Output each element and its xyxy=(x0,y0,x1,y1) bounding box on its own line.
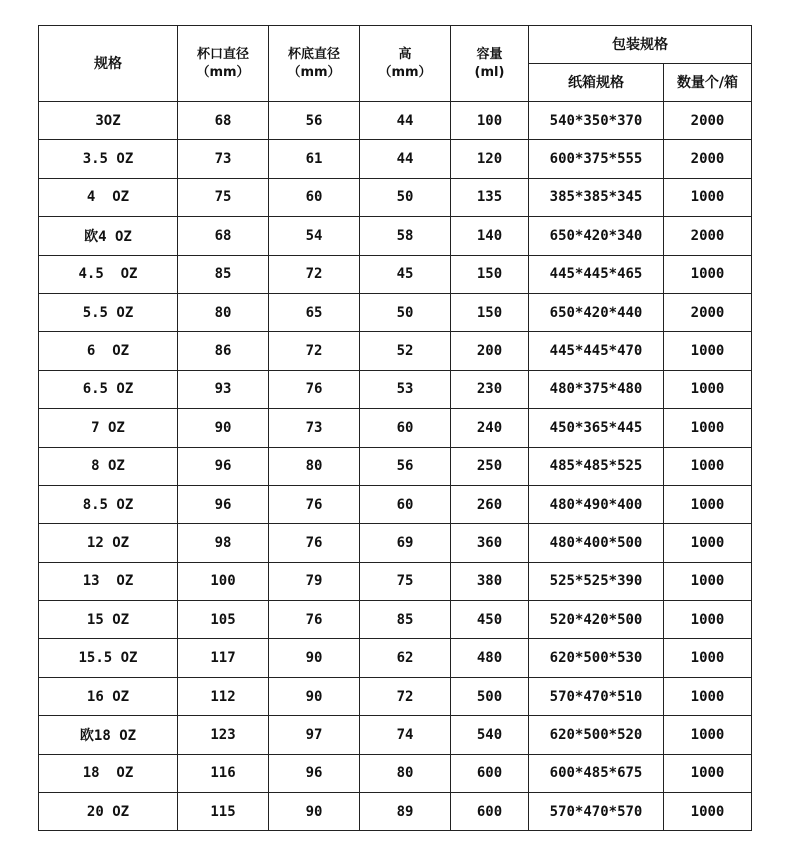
cell-spec: 5.5 OZ xyxy=(39,293,178,331)
header-height-label: 高 xyxy=(398,46,412,62)
table-row xyxy=(39,332,752,370)
cell-spec: 15 OZ xyxy=(39,601,178,639)
cell-height: 60 xyxy=(360,485,451,523)
cell-capacity: 500 xyxy=(451,677,529,715)
cell-spec: 12 OZ xyxy=(39,524,178,562)
cell-rim-diameter: 75 xyxy=(178,178,269,216)
table-row xyxy=(39,754,752,792)
cell-qty-per-carton: 1000 xyxy=(664,178,752,216)
cell-qty-per-carton: 2000 xyxy=(664,140,752,178)
cell-carton-size: 480*375*480 xyxy=(529,370,664,408)
cell-height: 62 xyxy=(360,639,451,677)
cell-spec: 6 OZ xyxy=(39,332,178,370)
cell-spec: 欧4 OZ xyxy=(39,217,178,255)
cell-capacity: 480 xyxy=(451,639,529,677)
cell-spec: 8.5 OZ xyxy=(39,485,178,523)
cell-bottom-diameter: 72 xyxy=(269,255,360,293)
cell-capacity: 380 xyxy=(451,562,529,600)
cell-capacity: 100 xyxy=(451,102,529,140)
cell-qty-per-carton: 1000 xyxy=(664,370,752,408)
header-capacity-label: 容量 xyxy=(476,46,503,62)
cell-qty-per-carton: 2000 xyxy=(664,293,752,331)
header-rim-diameter-unit: （mm） xyxy=(196,64,250,80)
cell-capacity: 600 xyxy=(451,793,529,831)
header-bottom-diameter-label: 杯底直径 xyxy=(287,46,340,62)
cell-height: 80 xyxy=(360,754,451,792)
cell-capacity: 450 xyxy=(451,601,529,639)
cell-rim-diameter: 68 xyxy=(178,102,269,140)
table-row xyxy=(39,293,752,331)
cell-rim-diameter: 73 xyxy=(178,140,269,178)
header-packaging xyxy=(529,26,752,64)
cell-rim-diameter: 105 xyxy=(178,601,269,639)
cell-rim-diameter: 116 xyxy=(178,754,269,792)
cell-height: 44 xyxy=(360,102,451,140)
cell-spec: 13 OZ xyxy=(39,562,178,600)
cell-height: 52 xyxy=(360,332,451,370)
cell-spec: 6.5 OZ xyxy=(39,370,178,408)
cell-carton-size: 445*445*465 xyxy=(529,255,664,293)
table-row xyxy=(39,140,752,178)
cell-qty-per-carton: 1000 xyxy=(664,716,752,754)
table-row xyxy=(39,716,752,754)
cell-qty-per-carton: 1000 xyxy=(664,793,752,831)
cell-qty-per-carton: 1000 xyxy=(664,562,752,600)
header-spec xyxy=(39,26,178,102)
cell-spec: 16 OZ xyxy=(39,677,178,715)
header-rim-diameter-label: 杯口直径 xyxy=(196,46,249,62)
cell-capacity: 250 xyxy=(451,447,529,485)
header-carton-size-label: 纸箱规格 xyxy=(568,74,624,91)
cell-height: 50 xyxy=(360,178,451,216)
cell-capacity: 240 xyxy=(451,409,529,447)
cell-spec: 4.5 OZ xyxy=(39,255,178,293)
header-carton-size xyxy=(529,64,664,102)
cell-bottom-diameter: 79 xyxy=(269,562,360,600)
cell-capacity: 135 xyxy=(451,178,529,216)
cell-bottom-diameter: 72 xyxy=(269,332,360,370)
cell-capacity: 600 xyxy=(451,754,529,792)
cell-bottom-diameter: 96 xyxy=(269,754,360,792)
table-row xyxy=(39,601,752,639)
table-row xyxy=(39,409,752,447)
cell-bottom-diameter: 76 xyxy=(269,370,360,408)
cell-height: 56 xyxy=(360,447,451,485)
cell-spec: 3OZ xyxy=(39,102,178,140)
cell-bottom-diameter: 54 xyxy=(269,217,360,255)
cup-spec-table xyxy=(38,25,752,831)
cell-height: 44 xyxy=(360,140,451,178)
cell-carton-size: 570*470*510 xyxy=(529,677,664,715)
cell-qty-per-carton: 1000 xyxy=(664,409,752,447)
cell-rim-diameter: 68 xyxy=(178,217,269,255)
cell-capacity: 540 xyxy=(451,716,529,754)
cell-capacity: 230 xyxy=(451,370,529,408)
cell-qty-per-carton: 2000 xyxy=(664,102,752,140)
cell-rim-diameter: 115 xyxy=(178,793,269,831)
cell-carton-size: 480*400*500 xyxy=(529,524,664,562)
cell-carton-size: 570*470*570 xyxy=(529,793,664,831)
cell-rim-diameter: 112 xyxy=(178,677,269,715)
cell-spec: 20 OZ xyxy=(39,793,178,831)
header-qty-per-carton-label: 数量个/箱 xyxy=(676,74,739,91)
cell-spec: 4 OZ xyxy=(39,178,178,216)
cell-bottom-diameter: 65 xyxy=(269,293,360,331)
cell-capacity: 360 xyxy=(451,524,529,562)
cell-qty-per-carton: 1000 xyxy=(664,332,752,370)
cell-bottom-diameter: 90 xyxy=(269,677,360,715)
table-row xyxy=(39,793,752,831)
cell-rim-diameter: 96 xyxy=(178,447,269,485)
cell-height: 74 xyxy=(360,716,451,754)
header-capacity xyxy=(451,26,529,102)
cell-carton-size: 650*420*440 xyxy=(529,293,664,331)
cell-rim-diameter: 85 xyxy=(178,255,269,293)
table-row xyxy=(39,217,752,255)
cell-bottom-diameter: 90 xyxy=(269,793,360,831)
table-row xyxy=(39,102,752,140)
cell-rim-diameter: 86 xyxy=(178,332,269,370)
cell-bottom-diameter: 76 xyxy=(269,485,360,523)
table-row xyxy=(39,370,752,408)
cell-bottom-diameter: 60 xyxy=(269,178,360,216)
header-capacity-unit: (ml) xyxy=(474,64,505,80)
cell-qty-per-carton: 1000 xyxy=(664,639,752,677)
cell-rim-diameter: 96 xyxy=(178,485,269,523)
cell-bottom-diameter: 76 xyxy=(269,601,360,639)
table-row xyxy=(39,485,752,523)
header-qty-per-carton xyxy=(664,64,752,102)
header-bottom-diameter-unit: （mm） xyxy=(287,64,341,80)
header-height xyxy=(360,26,451,102)
cell-carton-size: 620*500*530 xyxy=(529,639,664,677)
header-height-unit: （mm） xyxy=(378,64,432,80)
table-header xyxy=(39,26,752,102)
cell-height: 45 xyxy=(360,255,451,293)
cell-rim-diameter: 98 xyxy=(178,524,269,562)
cell-height: 53 xyxy=(360,370,451,408)
cell-carton-size: 385*385*345 xyxy=(529,178,664,216)
cell-spec: 3.5 OZ xyxy=(39,140,178,178)
cell-capacity: 200 xyxy=(451,332,529,370)
cell-bottom-diameter: 73 xyxy=(269,409,360,447)
header-packaging-label: 包装规格 xyxy=(612,36,668,53)
cell-spec: 欧18 OZ xyxy=(39,716,178,754)
cell-bottom-diameter: 61 xyxy=(269,140,360,178)
cell-rim-diameter: 90 xyxy=(178,409,269,447)
cell-rim-diameter: 100 xyxy=(178,562,269,600)
table-row xyxy=(39,639,752,677)
cell-height: 69 xyxy=(360,524,451,562)
cell-bottom-diameter: 76 xyxy=(269,524,360,562)
cell-qty-per-carton: 1000 xyxy=(664,754,752,792)
cell-bottom-diameter: 90 xyxy=(269,639,360,677)
cell-carton-size: 485*485*525 xyxy=(529,447,664,485)
cell-qty-per-carton: 1000 xyxy=(664,447,752,485)
cell-height: 85 xyxy=(360,601,451,639)
cell-capacity: 260 xyxy=(451,485,529,523)
cell-spec: 8 OZ xyxy=(39,447,178,485)
cell-qty-per-carton: 1000 xyxy=(664,485,752,523)
cell-capacity: 140 xyxy=(451,217,529,255)
table-row xyxy=(39,178,752,216)
cell-carton-size: 650*420*340 xyxy=(529,217,664,255)
cell-bottom-diameter: 56 xyxy=(269,102,360,140)
table-row xyxy=(39,677,752,715)
cell-qty-per-carton: 2000 xyxy=(664,217,752,255)
cell-rim-diameter: 93 xyxy=(178,370,269,408)
cell-carton-size: 620*500*520 xyxy=(529,716,664,754)
header-bottom-diameter xyxy=(269,26,360,102)
cell-carton-size: 445*445*470 xyxy=(529,332,664,370)
cell-bottom-diameter: 97 xyxy=(269,716,360,754)
cell-carton-size: 520*420*500 xyxy=(529,601,664,639)
cell-spec: 7 OZ xyxy=(39,409,178,447)
cell-rim-diameter: 80 xyxy=(178,293,269,331)
cell-capacity: 120 xyxy=(451,140,529,178)
cell-qty-per-carton: 1000 xyxy=(664,255,752,293)
cell-height: 60 xyxy=(360,409,451,447)
cell-capacity: 150 xyxy=(451,255,529,293)
cell-rim-diameter: 123 xyxy=(178,716,269,754)
cell-height: 50 xyxy=(360,293,451,331)
table-row xyxy=(39,524,752,562)
cell-carton-size: 450*365*445 xyxy=(529,409,664,447)
cell-bottom-diameter: 80 xyxy=(269,447,360,485)
cell-spec: 15.5 OZ xyxy=(39,639,178,677)
cell-qty-per-carton: 1000 xyxy=(664,601,752,639)
cell-rim-diameter: 117 xyxy=(178,639,269,677)
cell-carton-size: 600*485*675 xyxy=(529,754,664,792)
cell-qty-per-carton: 1000 xyxy=(664,677,752,715)
cell-carton-size: 600*375*555 xyxy=(529,140,664,178)
cell-qty-per-carton: 1000 xyxy=(664,524,752,562)
cell-height: 72 xyxy=(360,677,451,715)
cell-carton-size: 525*525*390 xyxy=(529,562,664,600)
cell-capacity: 150 xyxy=(451,293,529,331)
table-row xyxy=(39,447,752,485)
cell-spec: 18 OZ xyxy=(39,754,178,792)
cell-carton-size: 540*350*370 xyxy=(529,102,664,140)
cell-carton-size: 480*490*400 xyxy=(529,485,664,523)
header-rim-diameter xyxy=(178,26,269,102)
table-row xyxy=(39,255,752,293)
cell-height: 75 xyxy=(360,562,451,600)
table-row xyxy=(39,562,752,600)
cell-height: 58 xyxy=(360,217,451,255)
table-body xyxy=(39,102,752,831)
header-spec-label: 规格 xyxy=(94,55,122,72)
cell-height: 89 xyxy=(360,793,451,831)
